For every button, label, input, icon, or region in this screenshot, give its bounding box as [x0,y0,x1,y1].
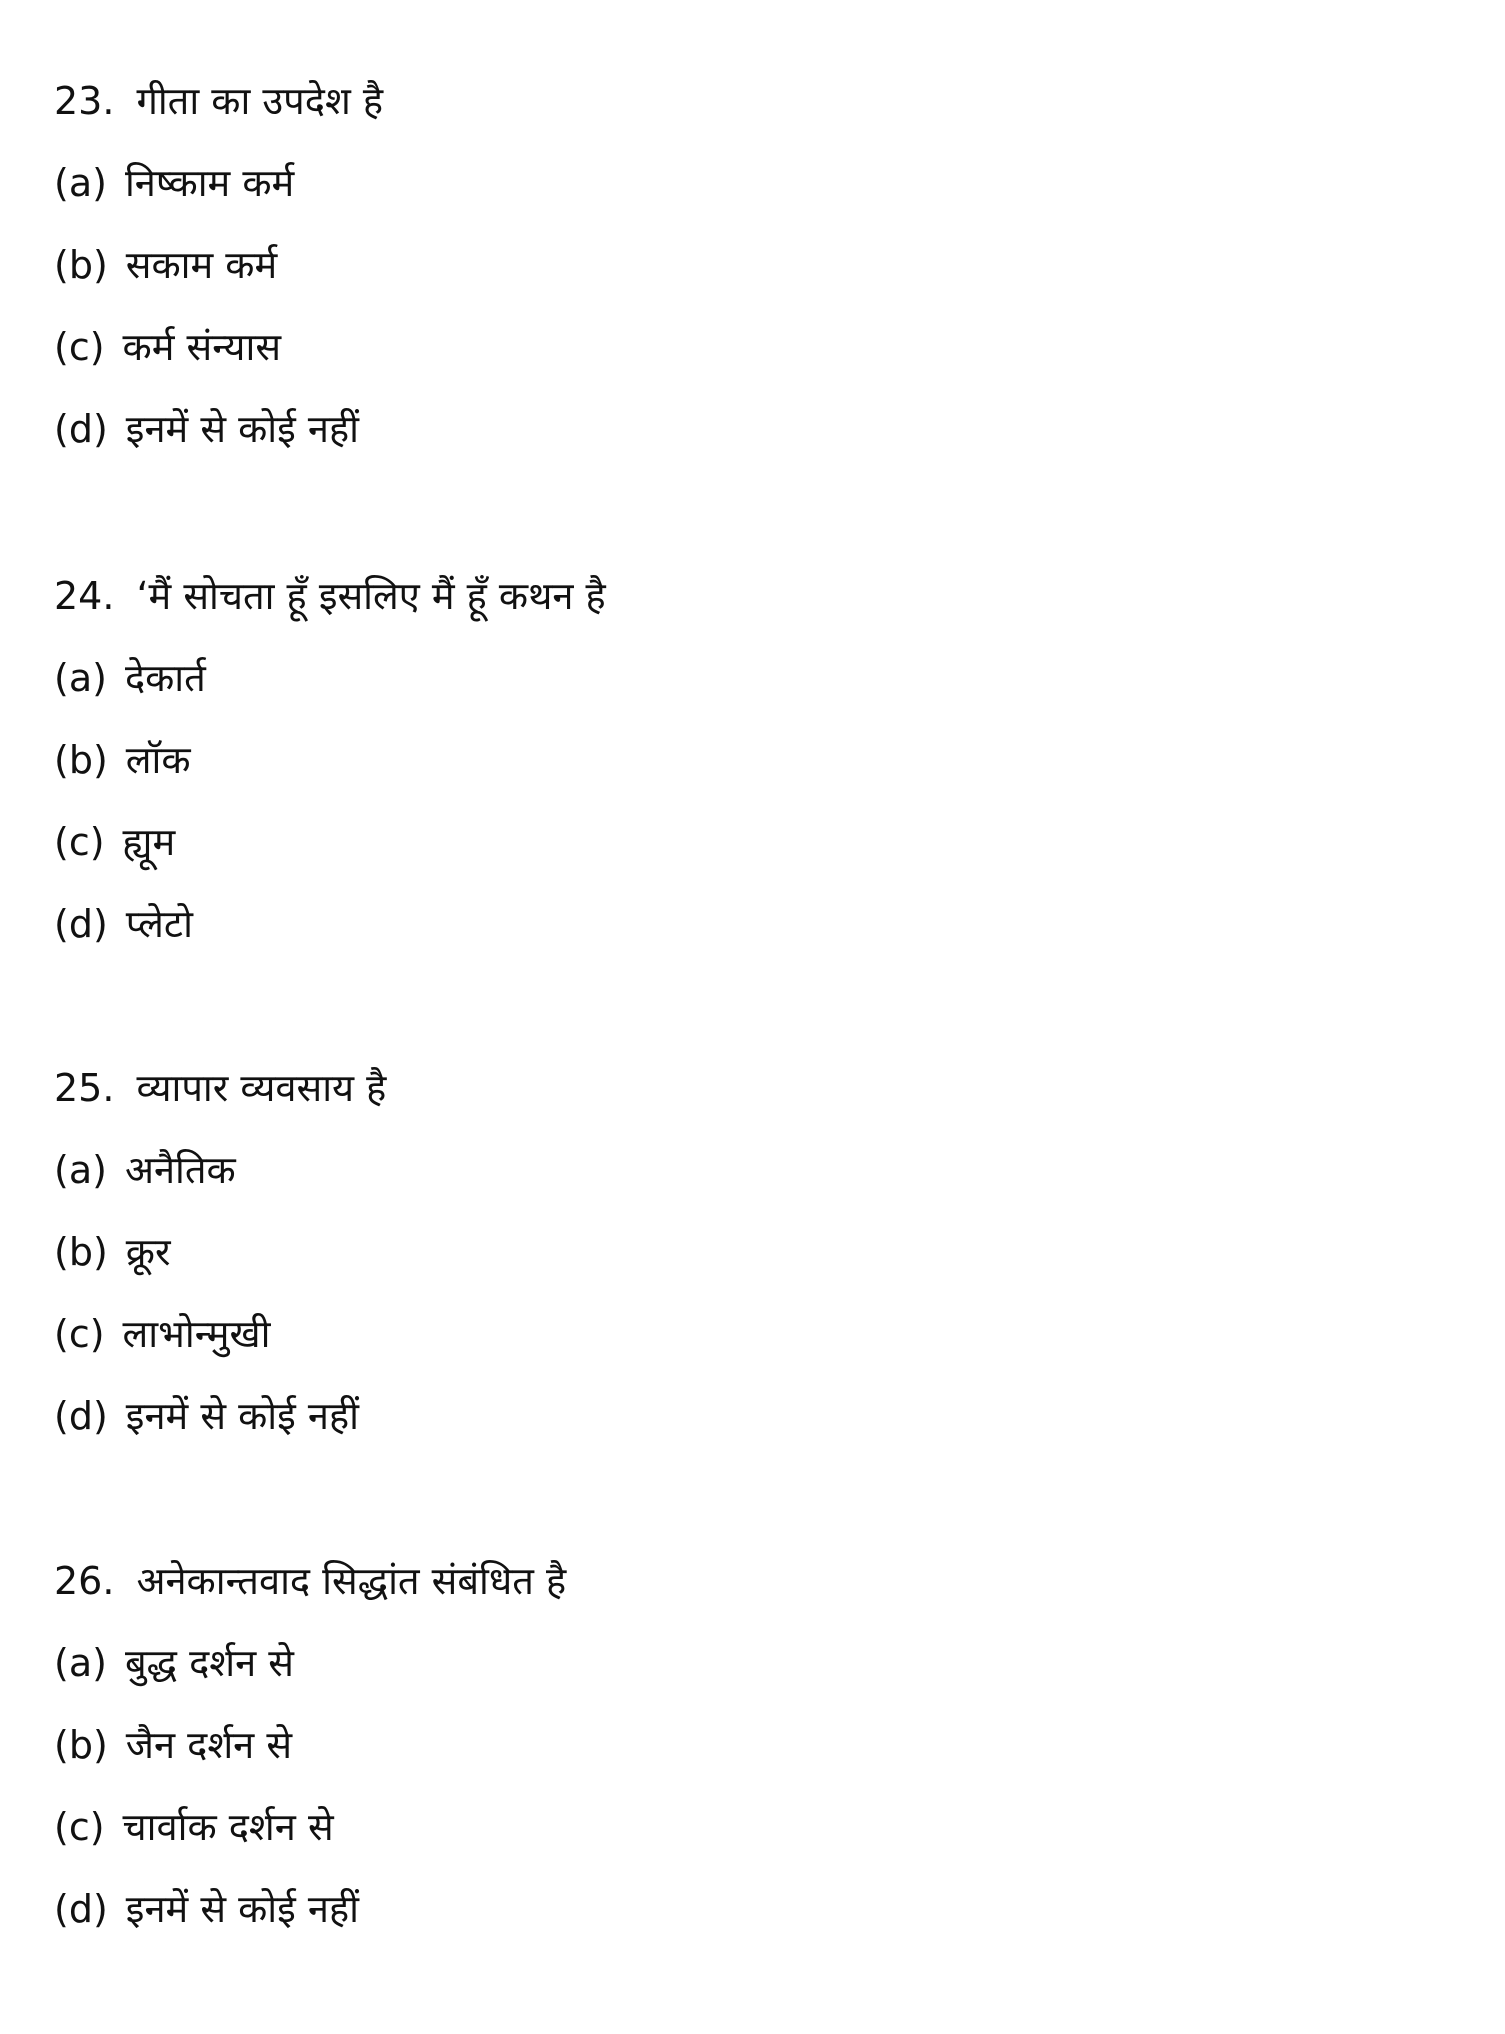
question-text: गीता का उपदेश है [136,79,384,123]
option-label: (b) [54,738,108,782]
option-d [54,883,1454,965]
option-label: (d) [54,407,108,451]
option-text: लाभोन्मुखी [122,1312,271,1356]
question-stem [54,555,1454,637]
option-label: (c) [54,325,105,369]
option-text: कर्म संन्यास [122,325,282,369]
option-label: (c) [54,820,105,864]
question-stem [54,1047,1454,1129]
option-label: (b) [54,1723,108,1767]
option-c [54,801,1454,883]
option-text: जैन दर्शन से [125,1723,293,1767]
option-text: लॉक [125,738,191,782]
option-b [54,224,1454,306]
option-d [54,388,1454,470]
option-label: (b) [54,1230,108,1274]
option-text: चार्वाक दर्शन से [122,1805,334,1849]
question-23 [54,60,1454,470]
option-text: क्रूर [125,1230,171,1274]
option-b [54,1211,1454,1293]
option-c [54,1293,1454,1375]
option-label: (d) [54,902,108,946]
question-number: 25. [54,1066,115,1110]
option-text: निष्काम कर्म [124,161,295,205]
option-label: (c) [54,1312,105,1356]
option-a [54,1622,1454,1704]
question-number: 26. [54,1559,115,1603]
question-text: ‘मैं सोचता हूँ इसलिए मैं हूँ कथन है [136,574,606,618]
option-label: (a) [54,656,107,700]
question-24 [54,555,1454,965]
option-b [54,719,1454,801]
question-text: व्यापार व्यवसाय है [136,1066,387,1110]
option-label: (d) [54,1887,108,1931]
option-b [54,1704,1454,1786]
option-text: सकाम कर्म [125,243,278,287]
option-a [54,1129,1454,1211]
option-text: अनैतिक [124,1148,236,1192]
option-label: (d) [54,1394,108,1438]
question-number: 24. [54,574,115,618]
option-label: (b) [54,243,108,287]
option-text: ह्यूम [122,820,176,864]
question-stem [54,60,1454,142]
question-25 [54,1047,1454,1457]
option-c [54,306,1454,388]
option-label: (a) [54,1641,107,1685]
option-text: बुद्ध दर्शन से [124,1641,294,1685]
option-a [54,637,1454,719]
option-a [54,142,1454,224]
option-text: इनमें से कोई नहीं [125,1887,359,1931]
option-label: (a) [54,161,107,205]
question-stem [54,1540,1454,1622]
option-label: (a) [54,1148,107,1192]
option-text: देकार्त [124,656,206,700]
option-text: प्लेटो [125,902,193,946]
question-text: अनेकान्तवाद सिद्धांत संबंधित है [136,1559,567,1603]
question-26 [54,1540,1454,1950]
option-label: (c) [54,1805,105,1849]
option-text: इनमें से कोई नहीं [125,1394,359,1438]
option-c [54,1786,1454,1868]
option-d [54,1375,1454,1457]
option-text: इनमें से कोई नहीं [125,407,359,451]
option-d [54,1868,1454,1950]
question-number: 23. [54,79,115,123]
